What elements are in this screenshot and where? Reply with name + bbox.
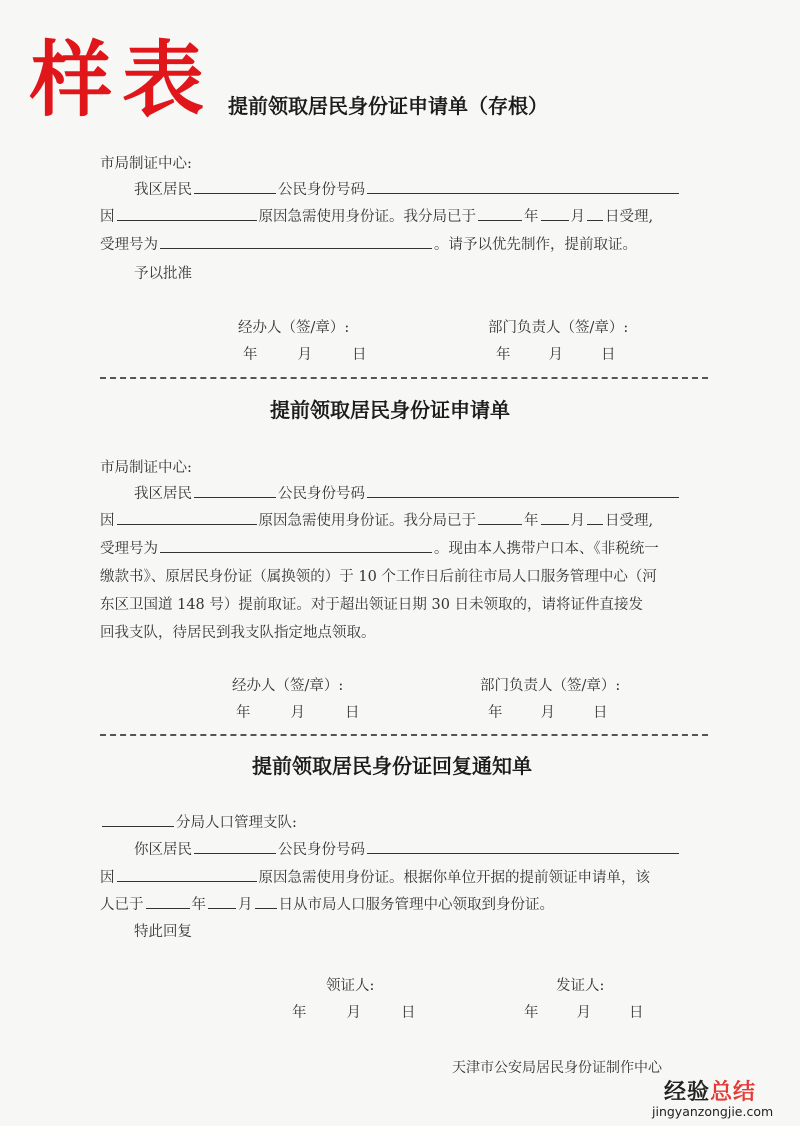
s2-resident-name-field[interactable]	[194, 496, 276, 498]
s2-month-field[interactable]	[541, 523, 569, 525]
cut-line-1	[100, 377, 708, 379]
s1-year-field[interactable]	[478, 219, 522, 221]
section2-title: 提前领取居民身份证申请单	[270, 398, 510, 422]
s3-year-label: 年	[191, 897, 206, 913]
s1-line2	[100, 205, 653, 226]
s3-receiver-signature: 领证人:	[326, 978, 375, 994]
s3-branch-field[interactable]	[102, 825, 174, 827]
s1-receipt-field[interactable]	[160, 247, 432, 249]
s2-line1	[134, 482, 681, 503]
s2-id-label: 公民身份号码	[278, 486, 365, 502]
s3-year-field[interactable]	[146, 907, 190, 909]
s2-resident-label: 我区居民	[134, 486, 192, 502]
s3-date-left	[292, 1001, 416, 1022]
sample-stamp: 样表	[30, 33, 215, 128]
s1-id-number-field[interactable]	[367, 192, 679, 194]
s2-left-month: 月	[290, 705, 305, 721]
s1-day-field[interactable]	[587, 219, 603, 221]
s1-reason-prefix: 因	[100, 209, 115, 225]
s2-day-field[interactable]	[587, 523, 603, 525]
s1-date-left	[243, 343, 367, 364]
s3-reply: 特此回复	[134, 924, 192, 940]
s1-right-day: 日	[601, 347, 616, 363]
s2-addressee: 市局制证中心:	[100, 460, 192, 476]
s2-month-label: 月	[570, 513, 585, 529]
s3-resident-name-field[interactable]	[194, 852, 276, 854]
s3-resident-label: 你区居民	[134, 842, 192, 858]
s3-line2	[100, 866, 650, 887]
s3-month-field[interactable]	[208, 907, 236, 909]
watermark-logo	[664, 1075, 756, 1106]
s3-right-year: 年	[524, 1005, 539, 1021]
watermark-logo-part1: 经验	[664, 1080, 711, 1105]
s3-right-day: 日	[629, 1005, 644, 1021]
s2-reason-text: 原因急需使用身份证。我分局已于	[258, 513, 476, 529]
s2-docs-text: 。现由本人携带户口本、《非税统一	[434, 541, 659, 557]
s2-left-day: 日	[345, 705, 360, 721]
s2-left-year: 年	[236, 705, 251, 721]
section1-title: 提前领取居民身份证申请单（存根）	[228, 94, 548, 118]
s2-line2	[100, 509, 653, 530]
s1-line3	[100, 233, 637, 254]
s2-line3	[100, 537, 659, 558]
s3-line3	[100, 893, 554, 914]
s2-receipt-field[interactable]	[160, 551, 432, 553]
s1-id-label: 公民身份号码	[278, 182, 365, 198]
s2-dept-head-signature: 部门负责人（签/章）:	[480, 678, 621, 694]
s3-left-month: 月	[346, 1005, 361, 1021]
s2-id-number-field[interactable]	[367, 496, 679, 498]
s3-issuer-signature: 发证人:	[556, 978, 605, 994]
s1-year-label: 年	[524, 209, 539, 225]
cut-line-2	[100, 734, 708, 736]
s1-reason-field[interactable]	[117, 219, 257, 221]
s2-right-day: 日	[593, 705, 608, 721]
s3-line1	[134, 838, 681, 859]
s3-collected-label: 人已于	[100, 897, 144, 913]
s3-addressee	[100, 811, 297, 832]
s2-right-year: 年	[488, 705, 503, 721]
s1-dept-head-signature: 部门负责人（签/章）:	[488, 320, 629, 336]
s2-date-left	[236, 701, 360, 722]
s2-reason-prefix: 因	[100, 513, 115, 529]
s1-date-right	[496, 343, 616, 364]
s2-date-right	[488, 701, 608, 722]
s3-left-day: 日	[401, 1005, 416, 1021]
s3-reason-prefix: 因	[100, 870, 115, 886]
s1-month-field[interactable]	[541, 219, 569, 221]
s1-left-year: 年	[243, 347, 258, 363]
s2-line4: 缴款书》、原居民身份证（属换领的）于 10 个工作日后前往市局人口服务管理中心（河	[100, 569, 657, 585]
s3-left-year: 年	[292, 1005, 307, 1021]
s3-date-right	[524, 1001, 644, 1022]
s1-right-year: 年	[496, 347, 511, 363]
s1-line1	[134, 178, 681, 199]
s2-right-month: 月	[540, 705, 555, 721]
s3-collected-text: 日从市局人口服务管理中心领取到身份证。	[278, 897, 554, 913]
s3-addressee-text: 分局人口管理支队:	[176, 815, 297, 831]
s3-reason-text: 原因急需使用身份证。根据你单位开据的提前领证申请单，该	[258, 870, 650, 886]
s1-day-label: 日受理,	[605, 209, 654, 225]
s2-receipt-label: 受理号为	[100, 541, 158, 557]
s1-right-month: 月	[548, 347, 563, 363]
s3-day-field[interactable]	[255, 907, 277, 909]
s1-left-month: 月	[297, 347, 312, 363]
s1-resident-label: 我区居民	[134, 182, 192, 198]
section3-title: 提前领取居民身份证回复通知单	[252, 754, 532, 778]
s1-month-label: 月	[570, 209, 585, 225]
watermark-url: jingyanzongjie.com	[652, 1104, 774, 1119]
s1-left-day: 日	[352, 347, 367, 363]
s2-reason-field[interactable]	[117, 523, 257, 525]
s3-reason-field[interactable]	[117, 880, 257, 882]
s3-id-label: 公民身份号码	[278, 842, 365, 858]
s1-resident-name-field[interactable]	[194, 192, 276, 194]
s2-year-field[interactable]	[478, 523, 522, 525]
s2-handler-signature: 经办人（签/章）:	[232, 678, 344, 694]
s3-month-label: 月	[238, 897, 253, 913]
s3-right-month: 月	[576, 1005, 591, 1021]
s3-id-number-field[interactable]	[367, 852, 679, 854]
issuing-authority: 天津市公安局居民身份证制作中心	[452, 1060, 662, 1076]
watermark-logo-part2: 总结	[710, 1080, 757, 1105]
s1-reason-text: 原因急需使用身份证。我分局已于	[258, 209, 476, 225]
s2-year-label: 年	[524, 513, 539, 529]
s1-handler-signature: 经办人（签/章）:	[238, 320, 350, 336]
s1-addressee: 市局制证中心:	[100, 156, 192, 172]
s1-request-text: 。请予以优先制作，提前取证。	[434, 237, 637, 253]
s1-approval: 予以批准	[134, 266, 192, 282]
s1-receipt-label: 受理号为	[100, 237, 158, 253]
s2-day-label: 日受理,	[605, 513, 654, 529]
s2-line6: 回我支队，待居民到我支队指定地点领取。	[100, 625, 376, 641]
s2-line5: 东区卫国道 148 号）提前取证。对于超出领证日期 30 日未领取的，请将证件直接发	[100, 597, 644, 613]
